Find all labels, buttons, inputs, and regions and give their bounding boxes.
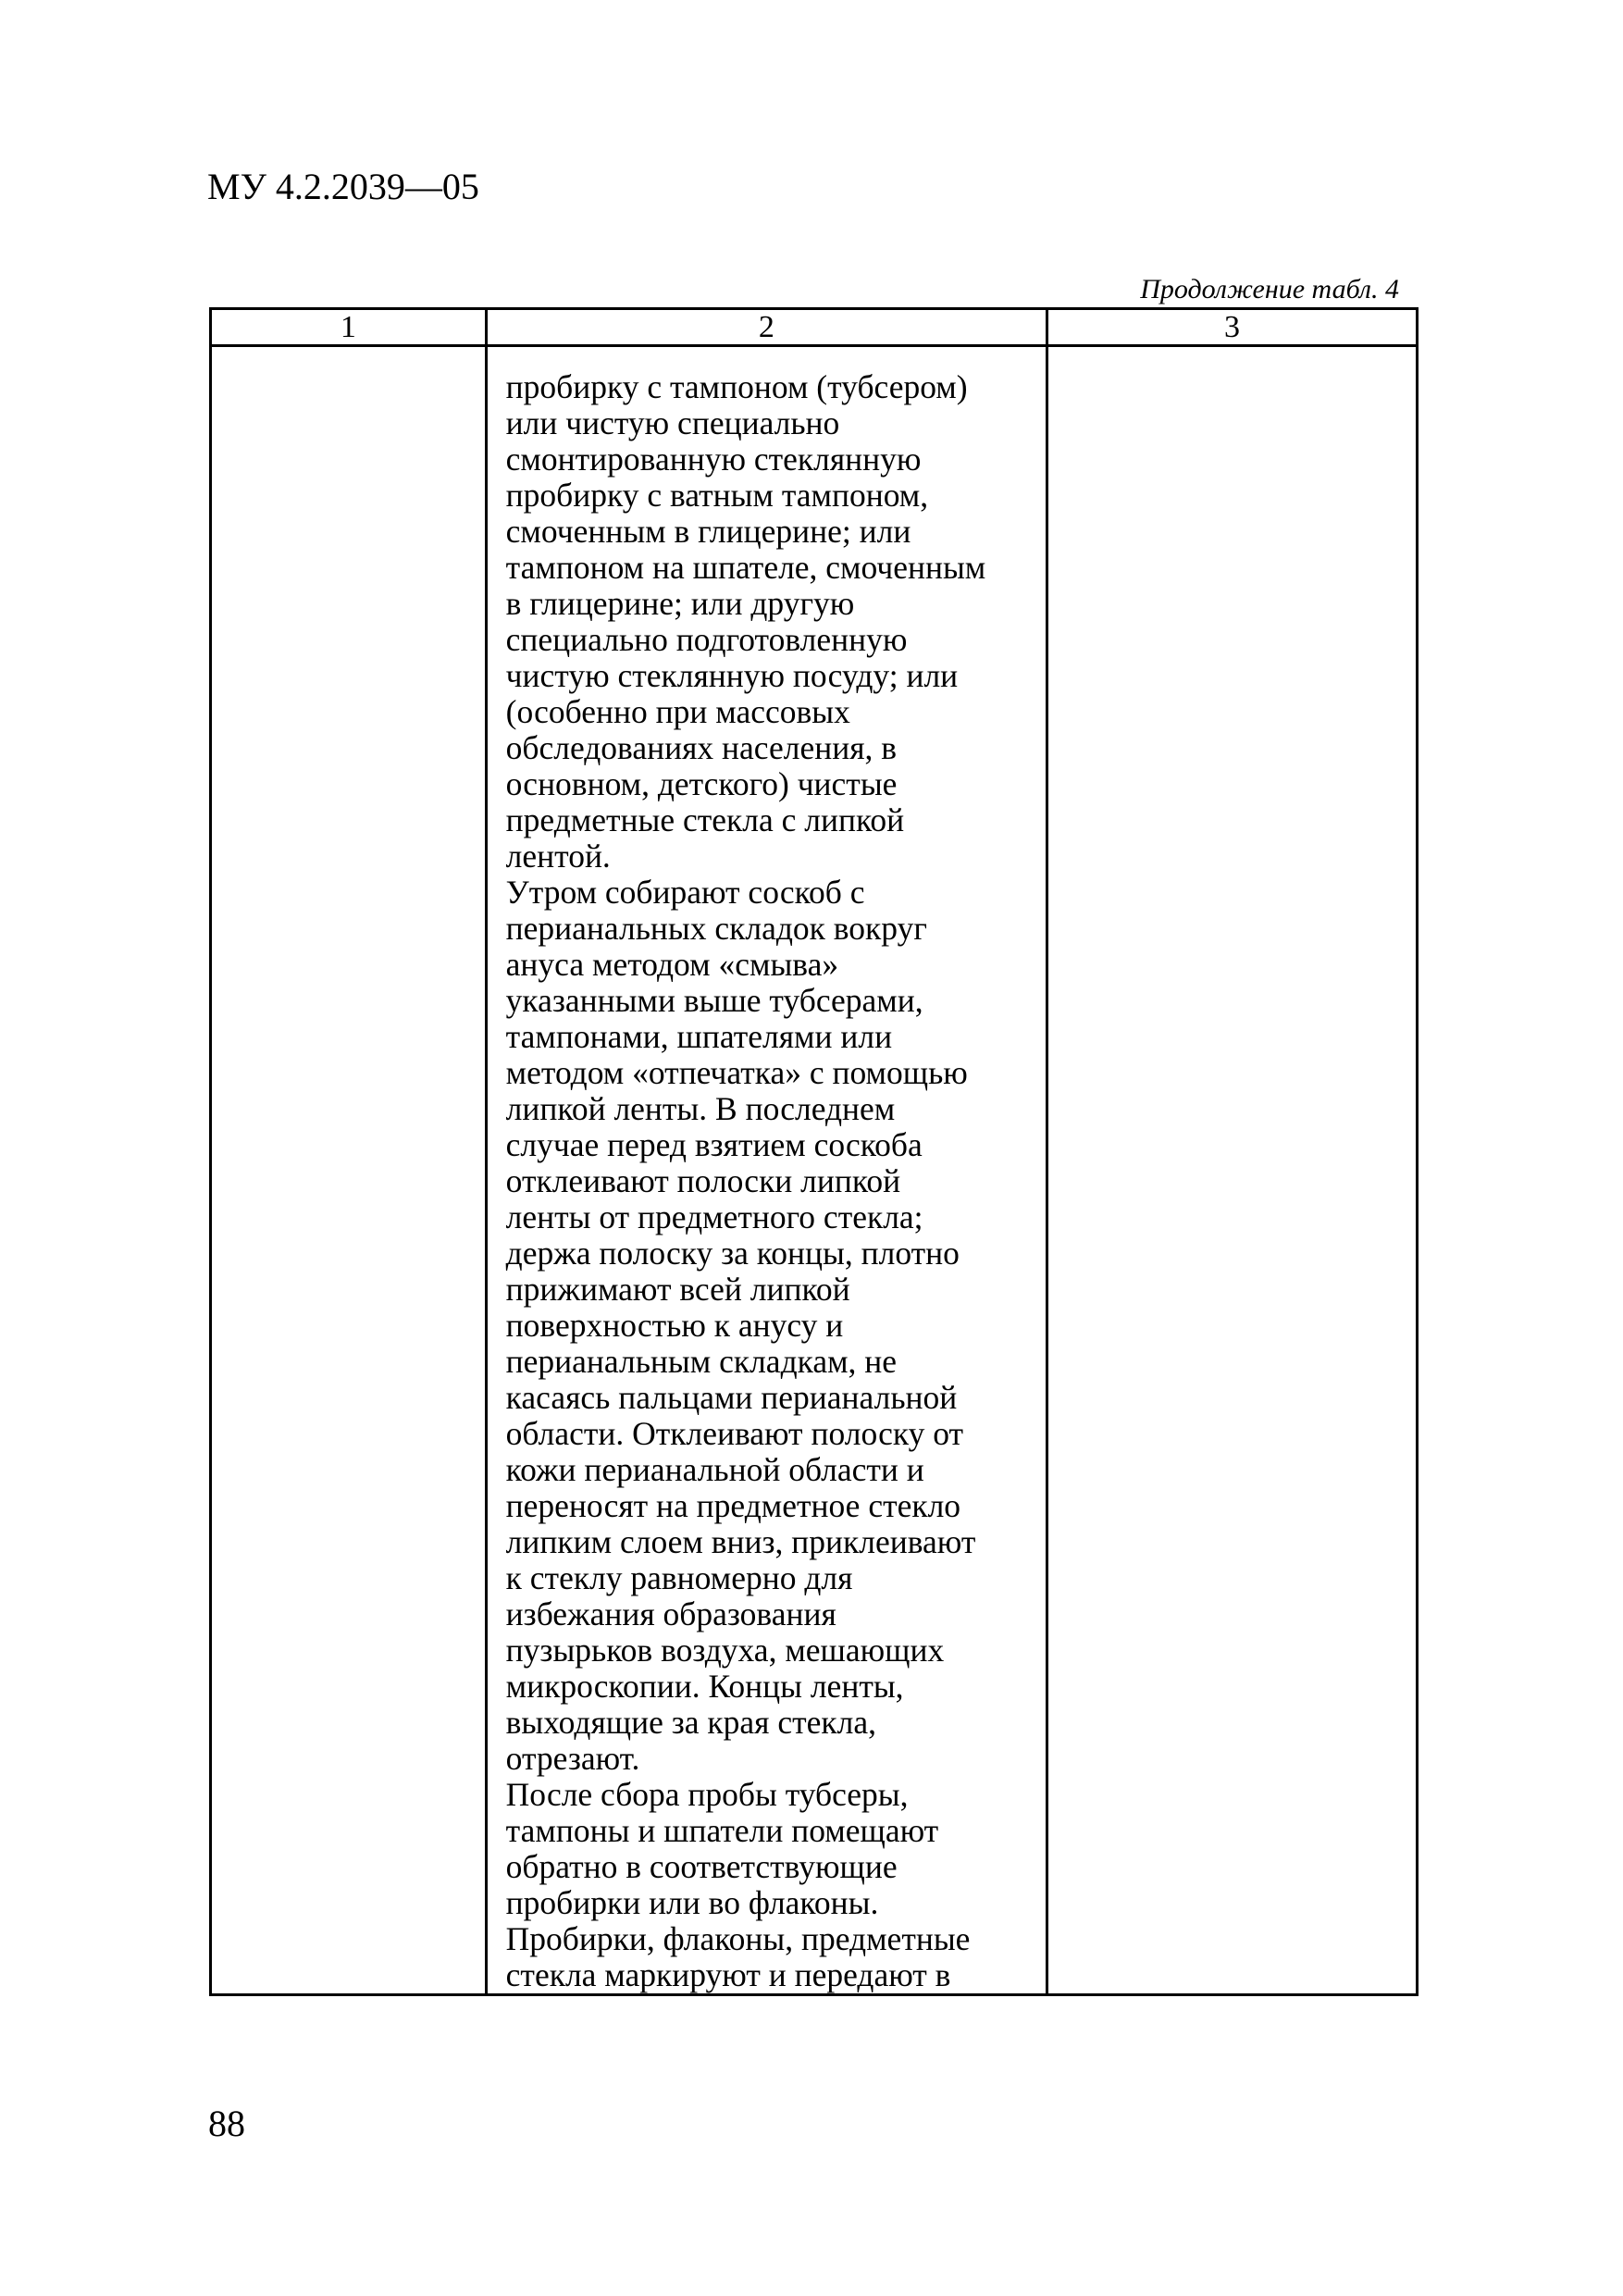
content-table [209,307,1419,1996]
text-line: пробирку с ватным тампоном, [505,477,929,514]
text-line: ануса методом «смыва» [505,946,839,983]
text-line: прижимают всей липкой [505,1271,850,1308]
text-line: держа полоску за концы, плотно [505,1235,960,1272]
text-line: кожи перианальной области и [505,1451,924,1488]
text-line: случае перед взятием соскоба [505,1126,923,1163]
text-line: основном, детского) чистые [505,765,898,802]
text-line: отрезают. [505,1740,640,1777]
text-line: ленты от предметного стекла; [505,1198,923,1235]
text-line: тампонами, шпателями или [505,1018,893,1055]
text-line: методом «отпечатка» с помощью [505,1054,968,1091]
column-header-2: 2 [486,309,1047,346]
text-line: стекла маркируют и передают в [505,1956,951,1993]
text-line: чистую стеклянную посуду; или [505,657,959,694]
text-line: смоченным в глицерине; или [505,513,911,550]
text-line: пробирку с тампоном (тубсером) [505,368,968,405]
text-line: избежания образования [505,1595,836,1632]
text-line: липким слоем вниз, приклеивают [505,1523,976,1560]
text-line: предметные стекла с липкой [505,801,905,838]
text-line: (особенно при массовых [505,693,850,730]
text-line: области. Отклеивают полоску от [505,1415,964,1452]
text-line: к стеклу равномерно для [505,1559,853,1596]
table-cell-col2 [486,346,1047,1995]
text-line: смонтированную стеклянную [505,441,922,478]
text-line: пузырьков воздуха, мешающих [505,1632,945,1669]
text-line: обратно в соответствующие [505,1848,898,1885]
text-line: переносят на предметное стекло [505,1487,961,1524]
page-number: 88 [208,2103,245,2144]
text-line: микроскопии. Концы ленты, [505,1668,904,1705]
table-cell-col1 [211,346,487,1995]
text-line: выходящие за края стекла, [505,1704,877,1741]
procedure-text [488,347,1046,1993]
table-continuation-label: Продолжение табл. 4 [1140,274,1399,304]
table-header-row [211,309,1418,346]
text-line: специально подготовленную [505,621,908,658]
text-line: Утром собирают соскоб с [505,874,865,911]
text-line: в глицерине; или другую [505,585,855,622]
table-row [211,346,1418,1995]
text-line: тампоном на шпателе, смоченным [505,549,986,586]
paragraph [506,875,1040,1777]
text-line: перианальных складок вокруг [505,910,927,947]
text-line: перианальным складкам, не [505,1343,898,1380]
paragraph [506,369,1040,875]
text-line: Пробирки, флаконы, предметные [505,1920,971,1957]
text-line: пробирки или во флаконы. [505,1884,879,1921]
text-line: или чистую специально [505,404,840,441]
column-header-1: 1 [211,309,487,346]
table-cell-col3 [1047,346,1418,1995]
text-line: отклеивают полоски липкой [505,1162,901,1199]
text-line: тампоны и шпатели помещают [505,1812,939,1849]
paragraph [506,1777,1040,1993]
text-line: После сбора пробы тубсеры, [505,1776,909,1813]
document-code: МУ 4.2.2039—05 [207,166,479,207]
text-line: касаясь пальцами перианальной [505,1379,958,1416]
column-header-3: 3 [1047,309,1418,346]
text-line: обследованиях населения, в [505,729,898,766]
text-line: лентой. [505,838,611,875]
text-line: липкой ленты. В последнем [505,1090,896,1127]
text-line: поверхностью к анусу и [505,1307,844,1344]
text-line: указанными выше тубсерами, [505,982,923,1019]
